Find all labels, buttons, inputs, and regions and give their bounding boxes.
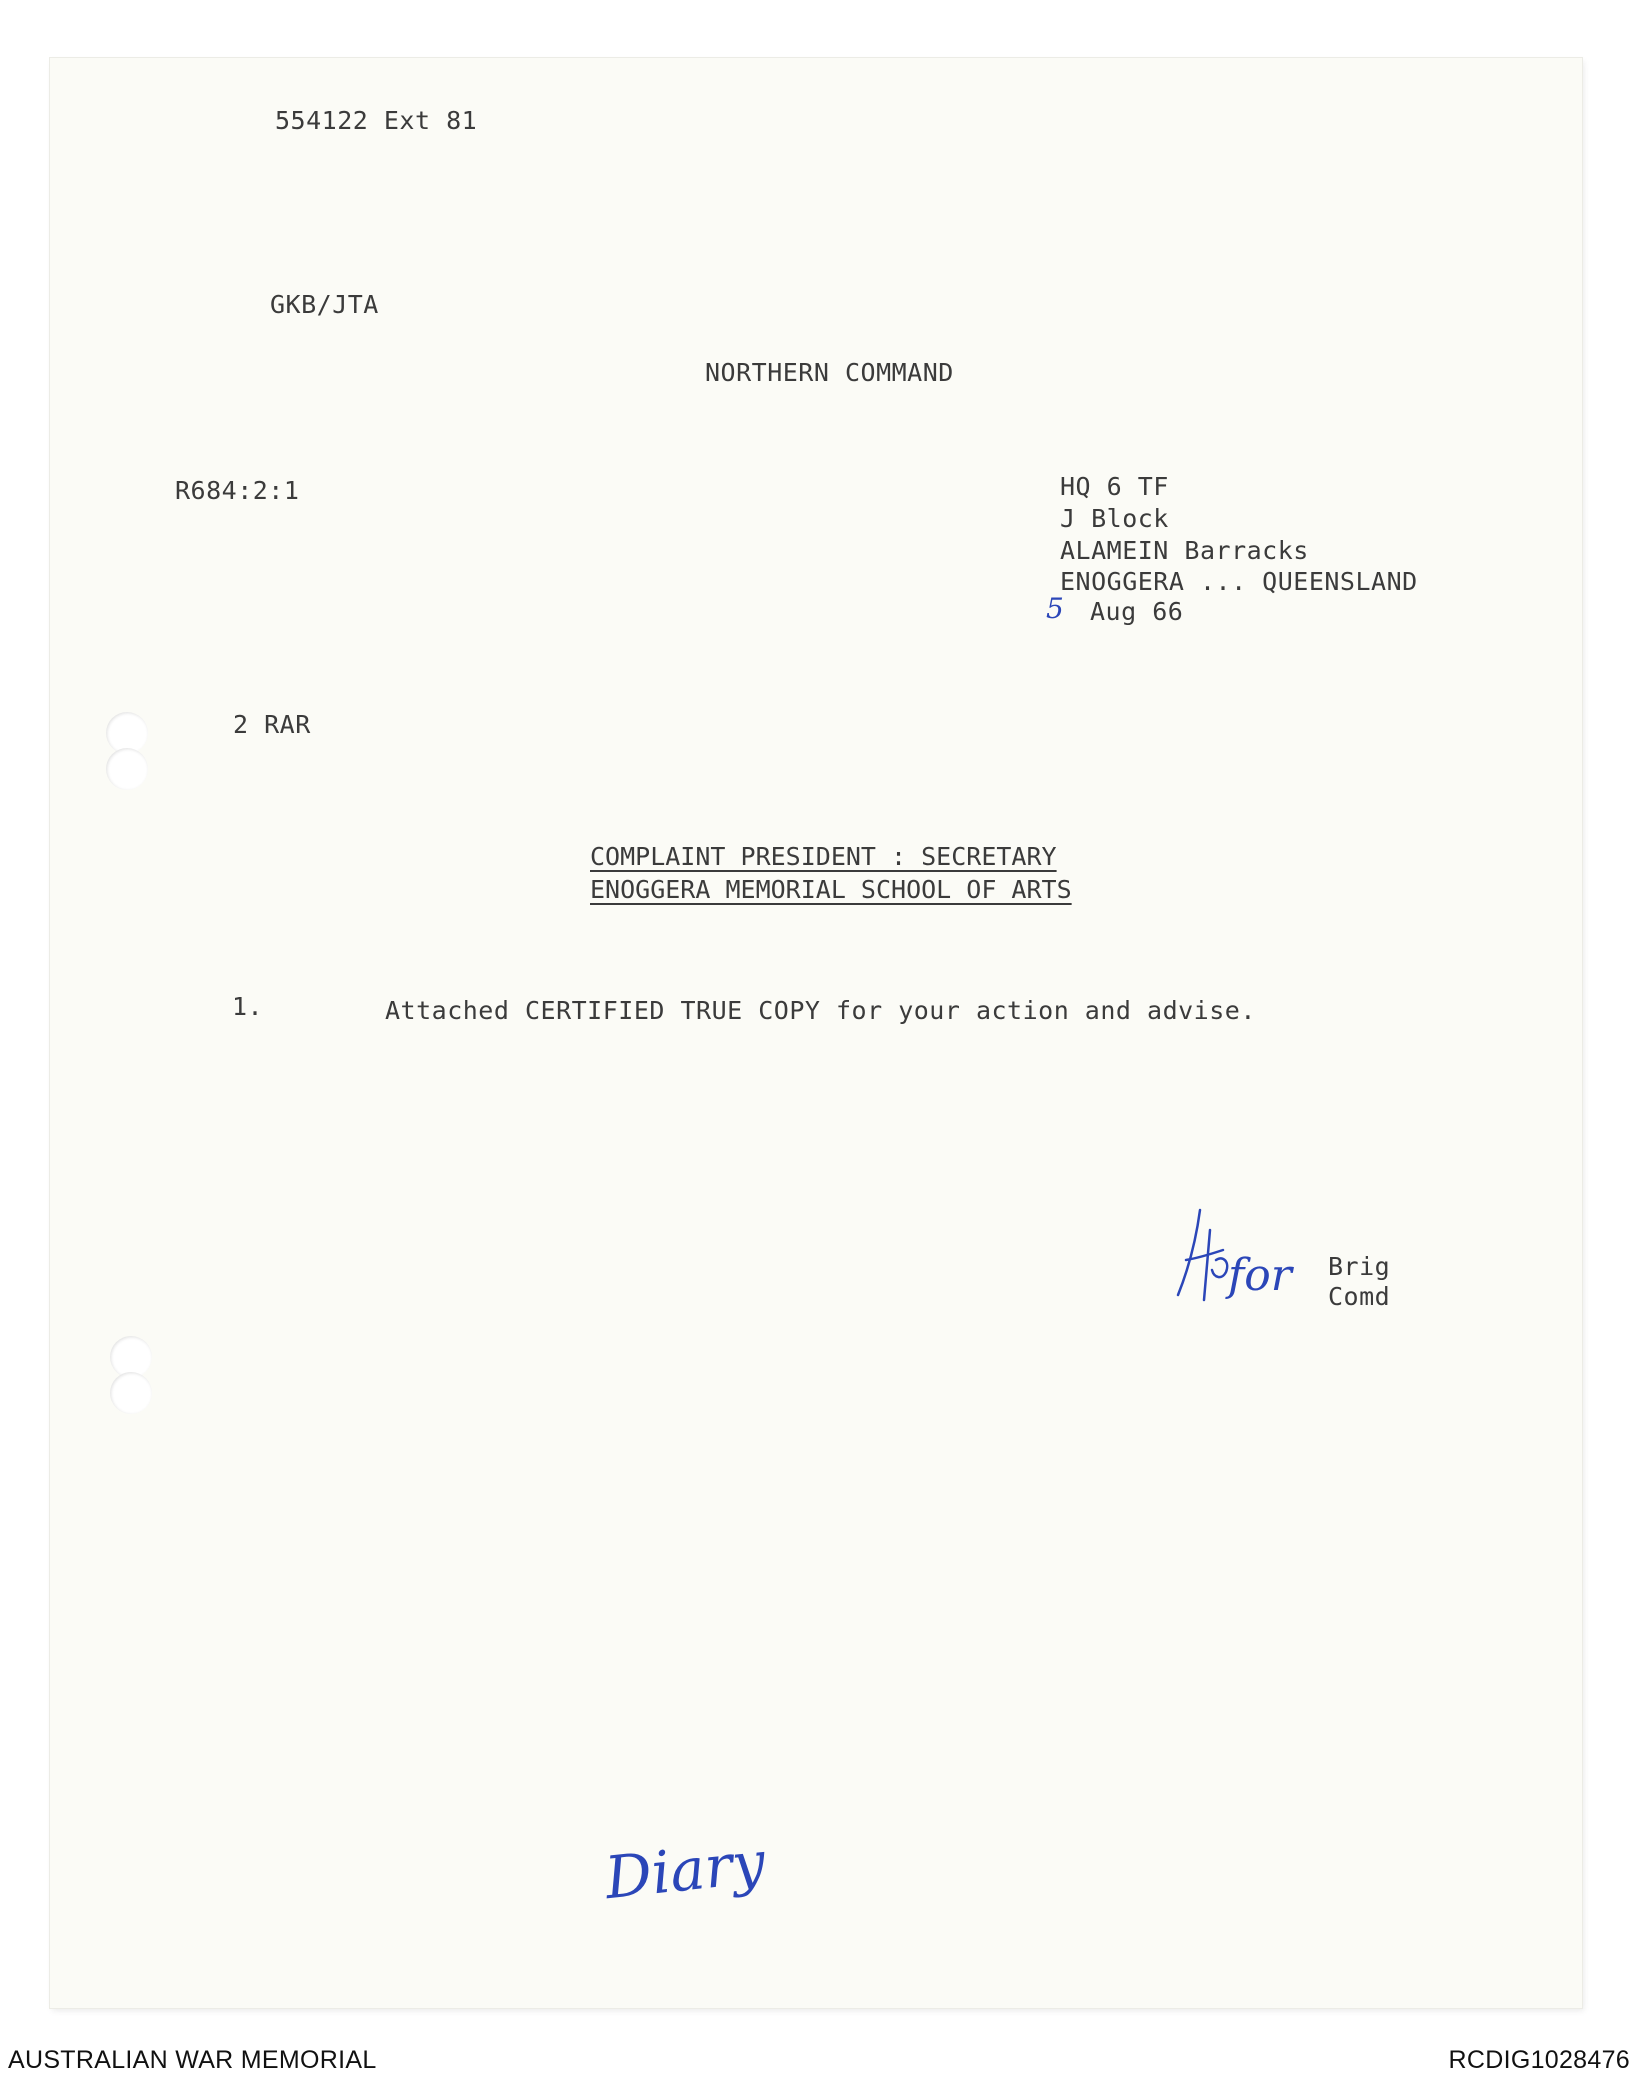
subject-line-1: COMPLAINT PRESIDENT : SECRETARY: [590, 842, 1057, 871]
document-page: [50, 58, 1582, 2008]
date-month-year: Aug 66: [1090, 597, 1184, 626]
punch-hole-top-lower: [106, 748, 148, 790]
footer-institution: AUSTRALIAN WAR MEMORIAL: [8, 2046, 377, 2074]
initials-reference: GKB/JTA: [270, 290, 379, 319]
address-line-1: HQ 6 TF: [1060, 472, 1169, 501]
heading-northern-command: NORTHERN COMMAND: [705, 358, 954, 387]
phone-reference: 554122 Ext 81: [275, 106, 478, 135]
recipient: 2 RAR: [233, 710, 311, 739]
signature-rank: Brig: [1328, 1252, 1391, 1281]
address-line-2: J Block: [1060, 504, 1169, 533]
address-line-4: ENOGGERA ... QUEENSLAND: [1060, 567, 1418, 596]
subject-heading: [590, 840, 1072, 906]
paragraph-text: Attached CERTIFIED TRUE COPY for your action and advise.: [385, 996, 1256, 1025]
file-reference: R684:2:1: [175, 476, 300, 505]
subject-line-2: ENOGGERA MEMORIAL SCHOOL OF ARTS: [590, 875, 1072, 904]
punch-hole-bottom-lower: [110, 1372, 152, 1414]
footer-item-id: RCDIG1028476: [1448, 2046, 1630, 2074]
signature-title: Comd: [1328, 1282, 1391, 1311]
annotation-diary-handwritten: Diary: [601, 1827, 769, 1913]
paragraph-number: 1.: [232, 992, 264, 1021]
date-day-handwritten: 5: [1046, 592, 1064, 625]
signature-for-handwritten: for: [1228, 1250, 1292, 1301]
address-line-3: ALAMEIN Barracks: [1060, 536, 1309, 565]
